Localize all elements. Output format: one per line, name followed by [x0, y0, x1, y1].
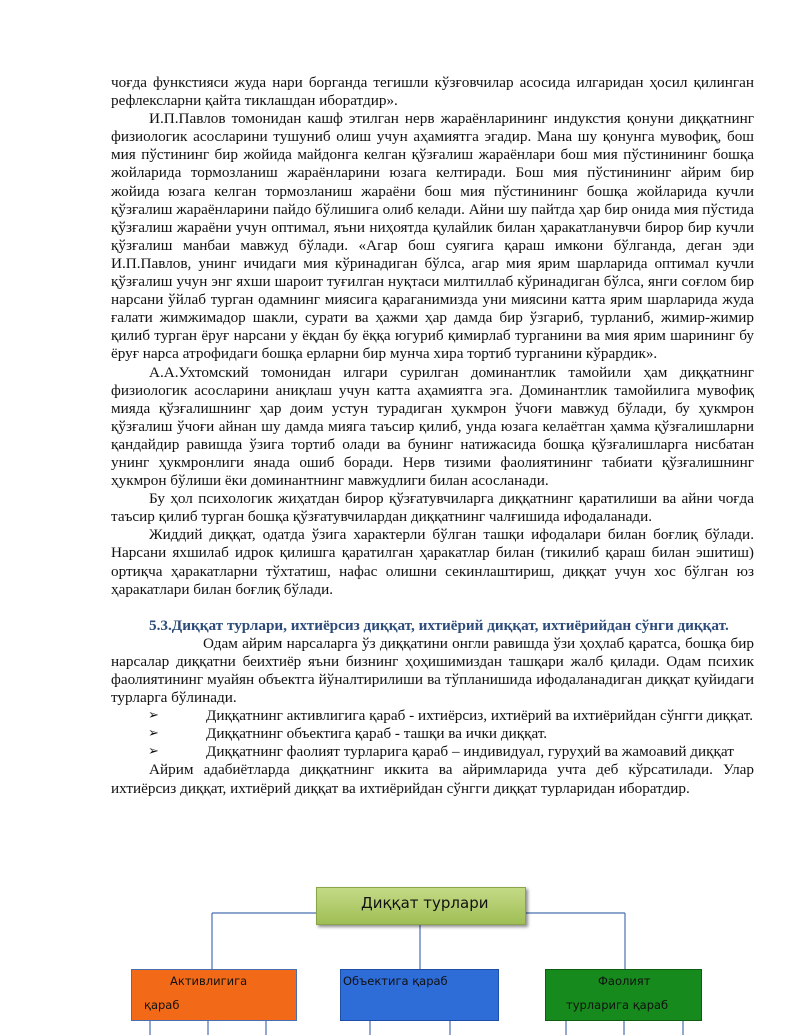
paragraph-psychological: Бу ҳол психологик жиҳатдан бирор қўзғатувчиларга диққатнинг қаратилиши ва айни чоғда таъсир қилиб турган бошқа қўзғатувчилардан диққатнинг чалғишида ифодаланади.	[111, 490, 754, 526]
paragraph-serious-attention: Жиддий диққат, одатда ўзига характерли бўлган ташқи ифодалари билан боғлиқ бўлади. Нарсани яхшилаб идрок қилишга қаратилган ҳаракатлар билан (тикилиб қараш билан эшитиш) ортиқча ҳаракатларни тўхтатиш, нафас олишни секинлаштириш, диққат учун хос бўлган юз ҳаракатлари билан боғлиқ бўлади.	[111, 526, 754, 598]
diagram-box-activity-types-label-1: Фаолият	[598, 974, 651, 988]
diagram-box-activity-label-1: Активлигига	[170, 974, 248, 988]
bullet-text-1: Диққатнинг активлигига қараб - ихтиёрсиз, ихтиёрий ва ихтиёрийдан сўнгги диққат.	[206, 707, 754, 725]
bullet-item-3	[111, 743, 754, 761]
paragraph-ukhtomsky: А.А.Ухтомский томонидан илгари сурилган доминантлик тамойили ҳам диққатнинг физиологик асосларини аниқлаш учун катта аҳамиятга эга. Доминантлик тамойилига мувофиқ мияда қўзғалишнинг ҳар доим устун турадиган ҳукмрон ўчоғи мавжуд бўлади, бу ҳукмрон қўзғалиш ўчоғи айнан шу дамда мияга таъсир қилиб, унда юзага келаётган ҳамма қўзғалишларни қандайдир равишда ўзига тортиб олади ва бунинг натижасида бошқа қўзғалишларга нисбатан унинг ҳукмронлиги янада ошиб боради. Нерв тизими фаолиятининг табиати қўзғалишнинг ҳукмрон бўлиши ёки доминантнинг мавжудлиги билан асосланади.	[111, 363, 754, 490]
diagram-box-object-label: Объектига қараб	[343, 974, 448, 988]
bullet-item-1	[111, 707, 754, 725]
diagram-box-activity	[131, 969, 297, 1021]
bullet-text-3: Диққатнинг фаолият турларига қараб – индивидуал, гуруҳий ва жамоавий диққат	[206, 743, 734, 761]
paragraph-intro: Одам айрим нарсаларга ўз диққатини онгли равишда ўзи ҳоҳлаб қаратса, бошқа бир нарсалар диққатни беихтиёр яъни бизнинг ҳоҳишимиздан ташқари жалб қилади. Одам психик фаолиятининг муайян объектга йўналтирилиши ва тўпланишида ифодаланадиган диққат қуйидаги турларга бўлинади.	[111, 634, 754, 707]
diagram-box-activity-types	[545, 969, 702, 1021]
diagram-root-label: Диққат турлари	[361, 894, 489, 912]
attention-types-diagram	[0, 880, 800, 1035]
diagram-box-object	[340, 969, 499, 1021]
paragraph-closing: Айрим адабиётларда диққатнинг иккита ва айримларида учта деб кўрсатилади. Улар ихтиёрсиз диққат, ихтиёрий диққат ва ихтиёрийдан сўнгги диққат турларидан иборатдир.	[111, 761, 754, 797]
paragraph-pavlov: И.П.Павлов томонидан кашф этилган нерв жараёнларининг индукстия қонуни диққатнинг физиологик асосларини тушуниб олиш учун аҳамиятга эгадир. Мана шу қонунга мувофиқ, бош мия пўстининг бир жойида майдонга келган қўзғалиш жараёнлари бош мия пўстинининг бошқа жойларида тормозланиш жараёнларини юзага келтиради. Бош мия пўстинининг айрим бир жойида юзага келган тормозланиш жараёни бош мия пўстинининг бошқа жойларида кучли қўзғалиш жараёнларини пайдо бўлишига олиб келади. Айни шу пайтда ҳар бир онида мия пўстида қўзғалиш жараёни учун оптимал, яъни ниҳоятда қулайлик билан ҳаракатланувчи бирор бир кучли қўзғалиш манбаи мавжуд бўлади. «Агар бош суягига қараш имкони бўлганда, деган эди И.П.Павлов, унинг ичидаги мия кўринадиган бўлса, агар мия ярим шарларида оптимал кучли қўзғалиш учун энг яхши шароит туғилган нуқтаси милтиллаб кўринадиган бўлса, янги соғлом бир нарсани ўйлаб турган одамнинг миясига қараганимизда уни миясини катта ярим шарларида жуда ғалати жимжимадор шакли, сурати ва ҳажми ҳар дамда бир ўзгариб, турланиб, жимир-жимир қилиб турган ёруғ нарсани у ёқдан бу ёққа югуриб қимирлаб турганини ва мия ярим шарининг бу ёруғ нарса атрофидаги бошқа ерларни бир мунча хира тортиб турганини кўрардик».	[111, 110, 754, 363]
diagram-box-activity-label-2: қараб	[144, 998, 180, 1012]
paragraph-1: чоғда функстияси жуда нари борганда тегишли кўзғовчилар асосида илгаридан ҳосил қилинган рефлексларни қайта тиклашдан иборатдир».	[111, 74, 754, 110]
arrow-bullet-icon: ➢	[148, 744, 159, 760]
diagram-root-box	[316, 887, 526, 925]
bullet-text-2: Диққатнинг объектига қараб - ташқи ва ички диққат.	[206, 725, 548, 743]
arrow-bullet-icon: ➢	[148, 726, 159, 742]
section-heading: 5.3.Диққат турлари, ихтиёрсиз диққат, ихтиёрий диққат, ихтиёрийдан сўнги диққат.	[149, 616, 729, 634]
diagram-box-activity-types-label-2: турларига қараб	[566, 998, 669, 1012]
arrow-bullet-icon: ➢	[148, 708, 159, 724]
bullet-item-2	[111, 725, 754, 743]
document-body	[111, 74, 754, 798]
